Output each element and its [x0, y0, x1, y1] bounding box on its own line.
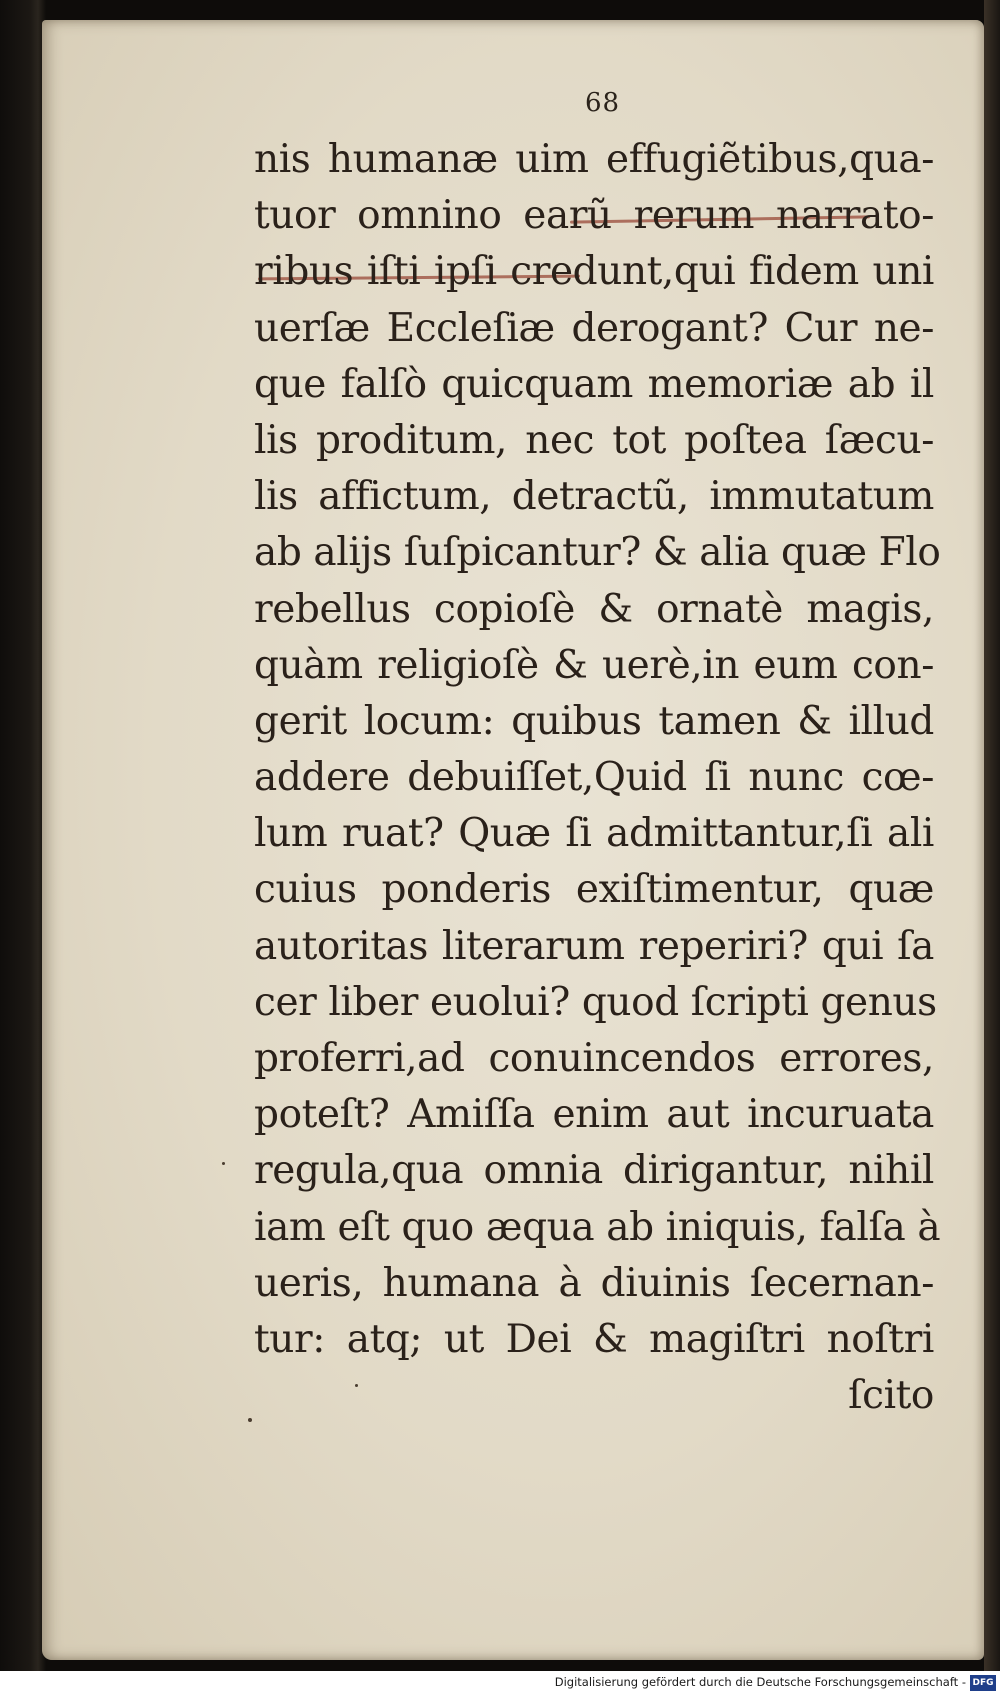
text-line: rebellus copioſè & ornatè magis, — [254, 586, 934, 632]
text-line: lis proditum, nec tot poſtea ſæcu- — [254, 417, 934, 463]
footer-bar — [0, 1671, 1000, 1697]
text-line: poteſt? Amiſſa enim aut incuruata — [254, 1092, 934, 1138]
text-line: cuius ponderis exiſtimentur, quæ — [254, 867, 934, 913]
text-line: ribus iſti ipſi credunt,qui fidem uni — [254, 249, 934, 295]
text-line: regula,qua omnia dirigantur, nihil — [254, 1148, 934, 1194]
text-line: quàm religioſè & uerè,in eum con- — [254, 642, 934, 688]
ink-speck — [222, 1162, 225, 1165]
text-line: proferri,ad conuincendos errores, — [254, 1036, 934, 1081]
text-line: tur: atq; ut Dei & magiſtri noſtri — [254, 1316, 934, 1362]
catchword: ſcito — [848, 1373, 934, 1419]
body-text — [254, 132, 941, 1424]
text-line: uerſæ Eccleſiæ derogant? Cur ne- — [254, 305, 934, 351]
text-line: lis affictum, detractũ, immutatum — [254, 474, 934, 520]
text-line: lum ruat? Quæ ſi admittantur,ſi ali — [254, 811, 934, 857]
text-line: addere debuiſſet,Quid ſi nunc cœ- — [254, 755, 934, 801]
footer-credit: Digitalisierung gefördert durch die Deutsche Forschungsgemeinschaft - — [554, 1675, 966, 1689]
dfg-logo: DFG — [970, 1675, 996, 1691]
text-line: autoritas literarum reperiri? qui ſa — [254, 923, 934, 969]
text-line: cer liber euolui? quod ſcripti genus — [254, 979, 937, 1025]
text-line: que falſò quicquam memoriæ ab il — [254, 361, 934, 407]
text-line: tuor omnino earũ rerum narrato- — [254, 193, 934, 239]
page-number: 68 — [585, 88, 621, 118]
text-line: gerit locum: quibus tamen & illud — [254, 698, 934, 744]
text-line: iam eſt quo æqua ab iniquis, falſa à — [254, 1204, 941, 1250]
ink-speck — [248, 1418, 252, 1422]
text-line: nis humanæ uim effugiẽtibus,qua- — [254, 137, 934, 182]
ink-speck — [355, 1384, 358, 1387]
text-line: ueris, humana à diuinis ſecernan- — [254, 1260, 934, 1306]
book-edge — [984, 0, 1000, 1680]
text-line: ab alijs ſuſpicantur? & alia quæ Flo — [254, 530, 941, 576]
